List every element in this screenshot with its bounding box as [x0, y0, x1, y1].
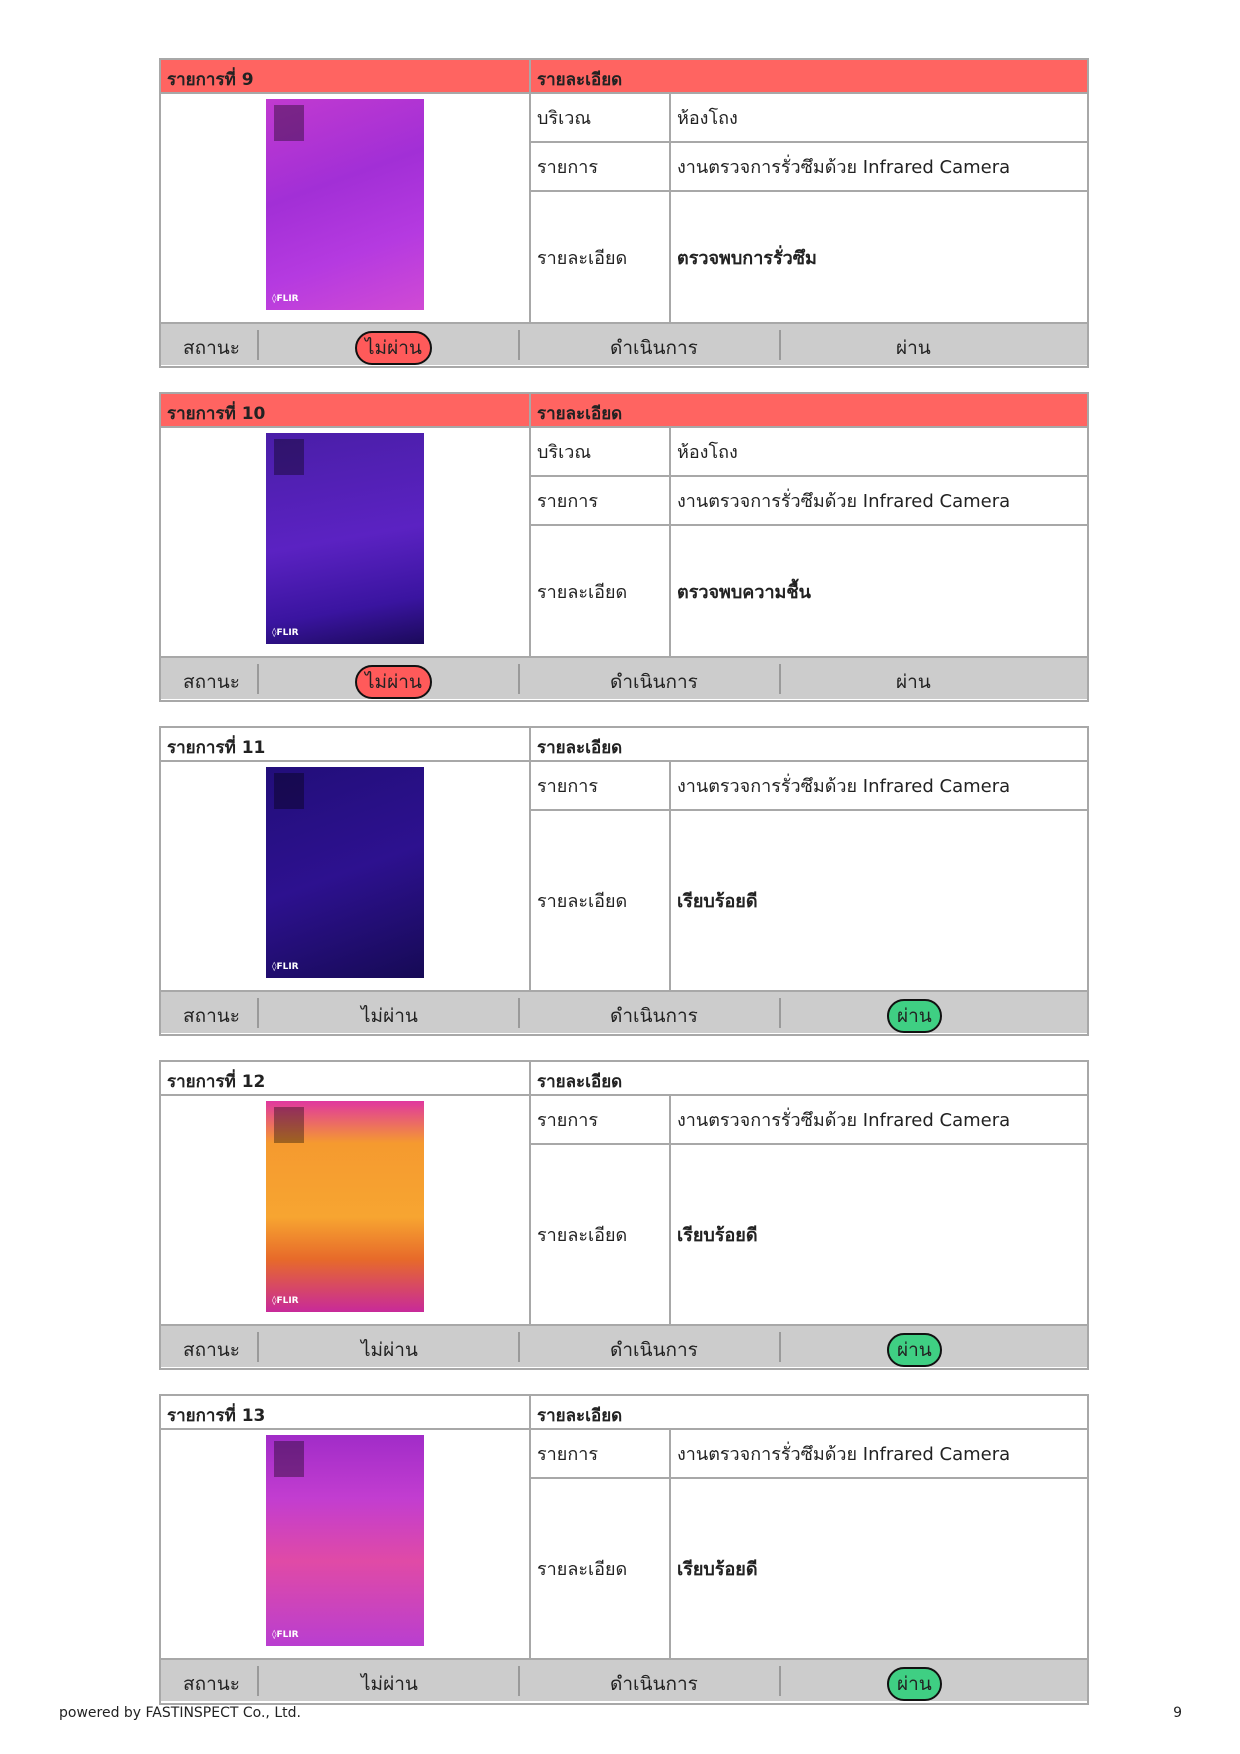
photo-cell — [161, 428, 531, 656]
detail-key: รายการ — [531, 477, 671, 524]
status-bar — [161, 1658, 1087, 1701]
flir-logo: ◊FLIR — [272, 628, 299, 638]
inspection-item — [159, 1394, 1089, 1705]
detail-row — [531, 762, 1087, 811]
inspection-item — [159, 726, 1089, 1036]
detail-value: งานตรวจการรั่วซึมด้วย Infrared Camera — [677, 776, 1011, 797]
detail-header: รายละเอียด — [537, 1406, 623, 1426]
thermal-image[interactable] — [266, 1435, 424, 1646]
status-option-in-progress[interactable]: ดำเนินการ — [610, 1673, 698, 1695]
thermal-image[interactable] — [266, 99, 424, 310]
status-label: สถานะ — [183, 1339, 240, 1361]
status-bar — [161, 990, 1087, 1033]
divider — [779, 664, 781, 694]
divider — [779, 1332, 781, 1362]
detail-table — [531, 1430, 1087, 1658]
detail-value: เรียบร้อยดี — [677, 1225, 758, 1246]
divider — [518, 664, 520, 694]
photo-cell — [161, 1096, 531, 1324]
temperature-readout — [274, 439, 304, 475]
detail-value: ห้องโถง — [677, 442, 738, 463]
detail-row — [531, 1430, 1087, 1479]
detail-header: รายละเอียด — [537, 404, 623, 424]
status-bar — [161, 656, 1087, 699]
status-option-pass[interactable]: ผ่าน — [887, 1667, 942, 1701]
status-option-pass[interactable]: ผ่าน — [896, 671, 931, 693]
divider — [518, 1666, 520, 1696]
divider — [779, 1666, 781, 1696]
status-label: สถานะ — [183, 1673, 240, 1695]
detail-value: ตรวจพบความชื้น — [677, 581, 811, 603]
inspection-item — [159, 1060, 1089, 1370]
divider — [257, 998, 259, 1028]
status-option-in-progress[interactable]: ดำเนินการ — [610, 1339, 698, 1361]
divider — [518, 330, 520, 360]
detail-key: รายการ — [531, 1430, 671, 1477]
detail-value: ตรวจพบการรั่วซึม — [677, 247, 817, 269]
footer-credit: powered by FASTINSPECT Co., Ltd. — [59, 1705, 301, 1721]
status-option-pass[interactable]: ผ่าน — [896, 337, 931, 359]
photo-cell — [161, 94, 531, 322]
detail-row — [531, 94, 1087, 143]
temperature-readout — [274, 1107, 304, 1143]
item-body — [161, 94, 1087, 322]
item-body — [161, 428, 1087, 656]
divider — [779, 330, 781, 360]
item-header — [161, 728, 1087, 762]
detail-key: รายละเอียด — [531, 192, 671, 322]
thermal-image[interactable] — [266, 1101, 424, 1312]
detail-header: รายละเอียด — [537, 738, 623, 758]
item-title: รายการที่ 10 — [161, 394, 531, 426]
detail-row — [531, 192, 1087, 322]
detail-table — [531, 762, 1087, 990]
detail-header: รายละเอียด — [537, 70, 623, 90]
item-header — [161, 1396, 1087, 1430]
item-body — [161, 1096, 1087, 1324]
detail-row — [531, 526, 1087, 656]
detail-row — [531, 143, 1087, 192]
detail-key: รายการ — [531, 762, 671, 809]
detail-table — [531, 94, 1087, 322]
status-option-fail[interactable]: ไม่ผ่าน — [361, 1005, 418, 1027]
detail-key: รายละเอียด — [531, 1479, 671, 1658]
detail-row — [531, 1479, 1087, 1658]
flir-logo: ◊FLIR — [272, 1296, 299, 1306]
item-body — [161, 762, 1087, 990]
inspection-item — [159, 58, 1089, 368]
detail-key: รายละเอียด — [531, 526, 671, 656]
status-option-in-progress[interactable]: ดำเนินการ — [610, 671, 698, 693]
detail-value: งานตรวจการรั่วซึมด้วย Infrared Camera — [677, 491, 1011, 512]
divider — [257, 1666, 259, 1696]
status-option-in-progress[interactable]: ดำเนินการ — [610, 337, 698, 359]
item-header — [161, 1062, 1087, 1096]
item-header — [161, 394, 1087, 428]
detail-table — [531, 428, 1087, 656]
thermal-image[interactable] — [266, 767, 424, 978]
item-title: รายการที่ 9 — [161, 60, 531, 92]
temperature-readout — [274, 105, 304, 141]
detail-key: รายการ — [531, 143, 671, 190]
detail-value: งานตรวจการรั่วซึมด้วย Infrared Camera — [677, 1444, 1011, 1465]
detail-value: งานตรวจการรั่วซึมด้วย Infrared Camera — [677, 1110, 1011, 1131]
status-label: สถานะ — [183, 671, 240, 693]
detail-key: รายละเอียด — [531, 811, 671, 990]
temperature-readout — [274, 1441, 304, 1477]
detail-value: ห้องโถง — [677, 108, 738, 129]
divider — [779, 998, 781, 1028]
detail-table — [531, 1096, 1087, 1324]
detail-row — [531, 1096, 1087, 1145]
divider — [257, 664, 259, 694]
page-number: 9 — [1173, 1705, 1182, 1721]
item-title: รายการที่ 12 — [161, 1062, 531, 1094]
status-option-fail[interactable]: ไม่ผ่าน — [355, 331, 432, 365]
divider — [257, 330, 259, 360]
detail-row — [531, 428, 1087, 477]
status-option-fail[interactable]: ไม่ผ่าน — [361, 1339, 418, 1361]
inspection-item — [159, 392, 1089, 702]
detail-key: รายการ — [531, 1096, 671, 1143]
divider — [518, 998, 520, 1028]
flir-logo: ◊FLIR — [272, 1630, 299, 1640]
status-option-in-progress[interactable]: ดำเนินการ — [610, 1005, 698, 1027]
detail-row — [531, 477, 1087, 526]
status-bar — [161, 1324, 1087, 1367]
detail-value: งานตรวจการรั่วซึมด้วย Infrared Camera — [677, 157, 1011, 178]
flir-logo: ◊FLIR — [272, 962, 299, 972]
temperature-readout — [274, 773, 304, 809]
item-title: รายการที่ 11 — [161, 728, 531, 760]
status-option-pass[interactable]: ผ่าน — [887, 1333, 942, 1367]
item-title: รายการที่ 13 — [161, 1396, 531, 1428]
item-header — [161, 60, 1087, 94]
detail-value: เรียบร้อยดี — [677, 1559, 758, 1580]
item-body — [161, 1430, 1087, 1658]
detail-key: รายละเอียด — [531, 1145, 671, 1324]
status-option-pass[interactable]: ผ่าน — [887, 999, 942, 1033]
detail-header: รายละเอียด — [537, 1072, 623, 1092]
divider — [257, 1332, 259, 1362]
status-label: สถานะ — [183, 1005, 240, 1027]
status-label: สถานะ — [183, 337, 240, 359]
flir-logo: ◊FLIR — [272, 294, 299, 304]
divider — [518, 1332, 520, 1362]
thermal-image[interactable] — [266, 433, 424, 644]
detail-value: เรียบร้อยดี — [677, 891, 758, 912]
status-bar — [161, 322, 1087, 365]
photo-cell — [161, 762, 531, 990]
status-option-fail[interactable]: ไม่ผ่าน — [355, 665, 432, 699]
detail-row — [531, 1145, 1087, 1324]
detail-key: บริเวณ — [531, 428, 671, 475]
photo-cell — [161, 1430, 531, 1658]
status-option-fail[interactable]: ไม่ผ่าน — [361, 1673, 418, 1695]
detail-key: บริเวณ — [531, 94, 671, 141]
detail-row — [531, 811, 1087, 990]
